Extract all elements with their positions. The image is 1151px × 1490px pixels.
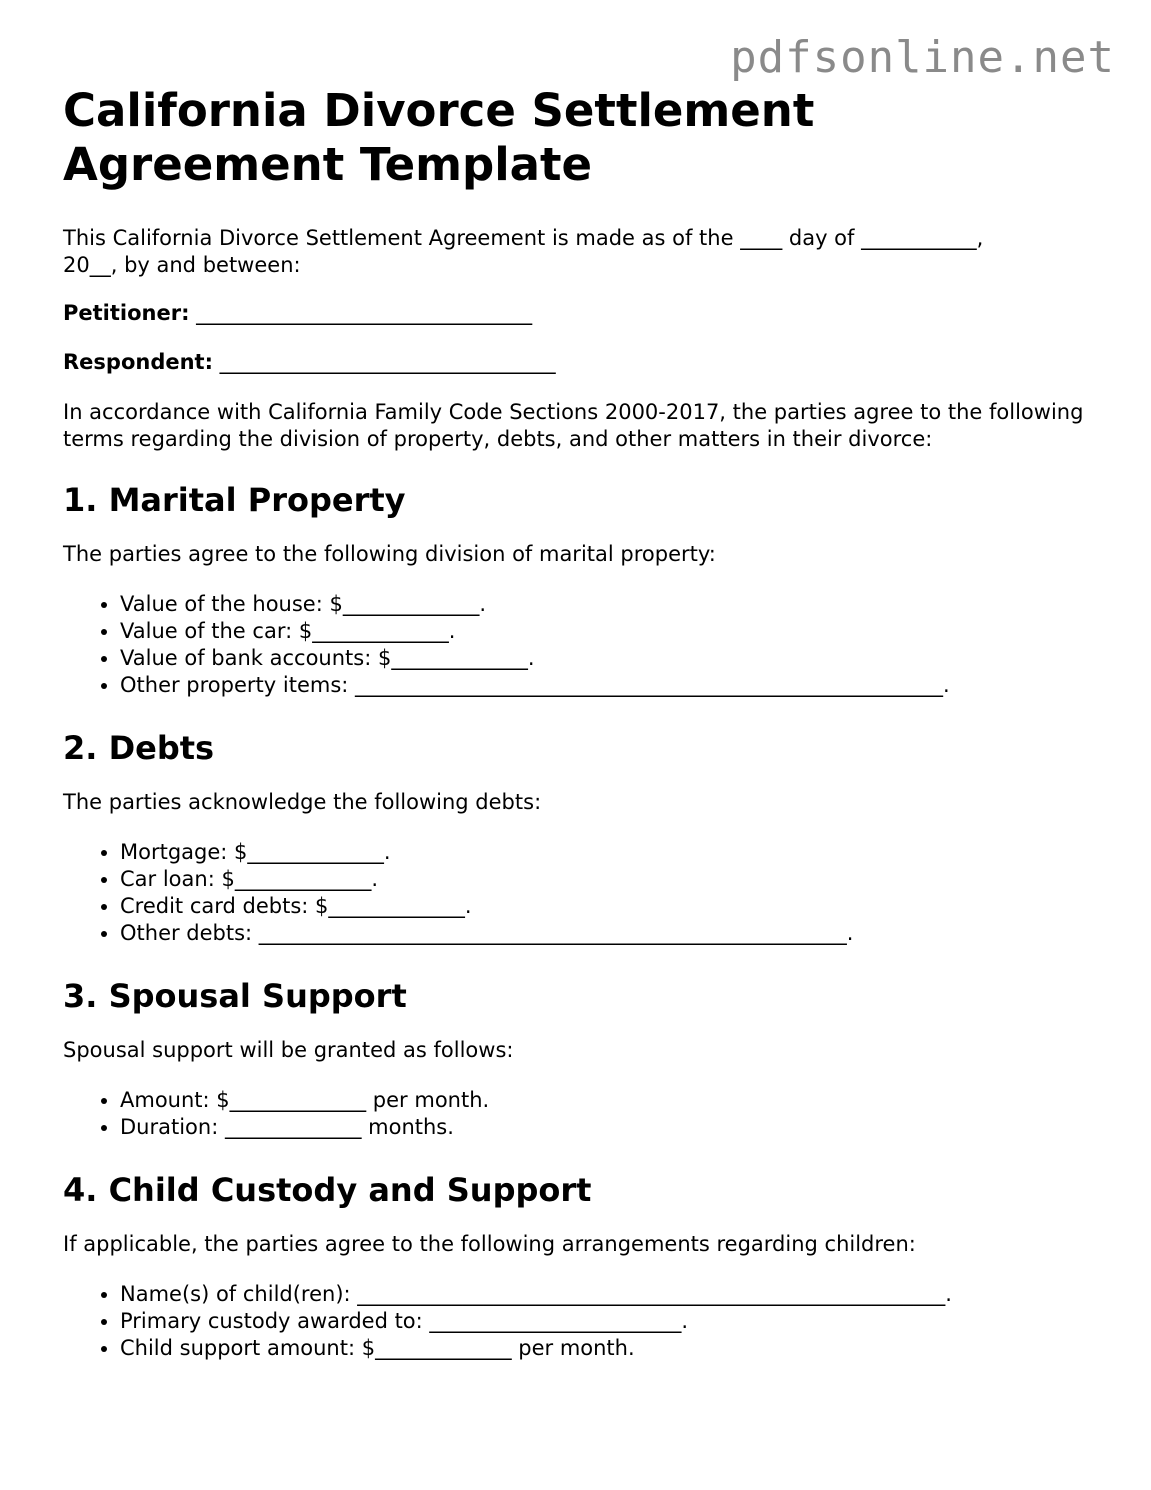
section-heading-child-custody: 4. Child Custody and Support — [63, 1171, 592, 1209]
list-item: • Name(s) of child(ren): ________________________________________________________. — [120, 1281, 1093, 1308]
section-heading-spousal-support: 3. Spousal Support — [63, 977, 407, 1015]
list-item: • Primary custody awarded to: ________________________. — [120, 1308, 1093, 1335]
list-item: • Mortgage: $_____________. — [120, 839, 1093, 866]
respondent-label: Respondent: — [63, 350, 213, 374]
list-item: • Value of the car: $_____________. — [120, 618, 1093, 645]
respondent-blank: ________________________________ — [219, 350, 556, 374]
petitioner-label: Petitioner: — [63, 301, 190, 325]
intro-paragraph — [63, 225, 1093, 279]
section-heading-debts: 2. Debts — [63, 729, 215, 767]
section-intro: The parties agree to the following division of marital property: — [63, 542, 716, 566]
list-item: • Amount: $_____________ per month. — [120, 1087, 1093, 1114]
intro-line-2: 20__, by and between: — [63, 253, 301, 277]
list-item: • Value of bank accounts: $_____________. — [120, 645, 1093, 672]
list-item: • Other property items: ________________________________________________________. — [120, 672, 1093, 699]
petitioner-line — [63, 300, 1093, 327]
child-custody-list — [63, 1281, 1093, 1362]
document-body — [63, 84, 1093, 1362]
title-line-2: Agreement Template — [63, 138, 593, 191]
section-heading-marital-property: 1. Marital Property — [63, 481, 406, 519]
section-intro: Spousal support will be granted as follows: — [63, 1038, 514, 1062]
document-title — [63, 84, 1093, 192]
spousal-support-list — [63, 1087, 1093, 1141]
list-item: • Car loan: $_____________. — [120, 866, 1093, 893]
list-item: • Child support amount: $_____________ per month. — [120, 1335, 1093, 1362]
intro-line-1: This California Divorce Settlement Agreement is made as of the ____ day of ___________, — [63, 226, 984, 250]
debts-list — [63, 839, 1093, 947]
section-intro: The parties acknowledge the following debts: — [63, 790, 542, 814]
title-line-1: California Divorce Settlement — [63, 84, 815, 137]
accordance-paragraph: In accordance with California Family Code Sections 2000-2017, the parties agree to the following terms regarding the division of property, debts, and other matters in their divorce: — [63, 400, 1084, 451]
petitioner-blank: ________________________________ — [196, 301, 533, 325]
list-item: • Credit card debts: $_____________. — [120, 893, 1093, 920]
list-item: • Value of the house: $_____________. — [120, 591, 1093, 618]
watermark: pdfsonline.net — [730, 32, 1115, 83]
respondent-line — [63, 349, 1093, 376]
list-item: • Duration: _____________ months. — [120, 1114, 1093, 1141]
section-intro: If applicable, the parties agree to the following arrangements regarding children: — [63, 1232, 916, 1256]
marital-property-list — [63, 591, 1093, 699]
list-item: • Other debts: ________________________________________________________. — [120, 920, 1093, 947]
